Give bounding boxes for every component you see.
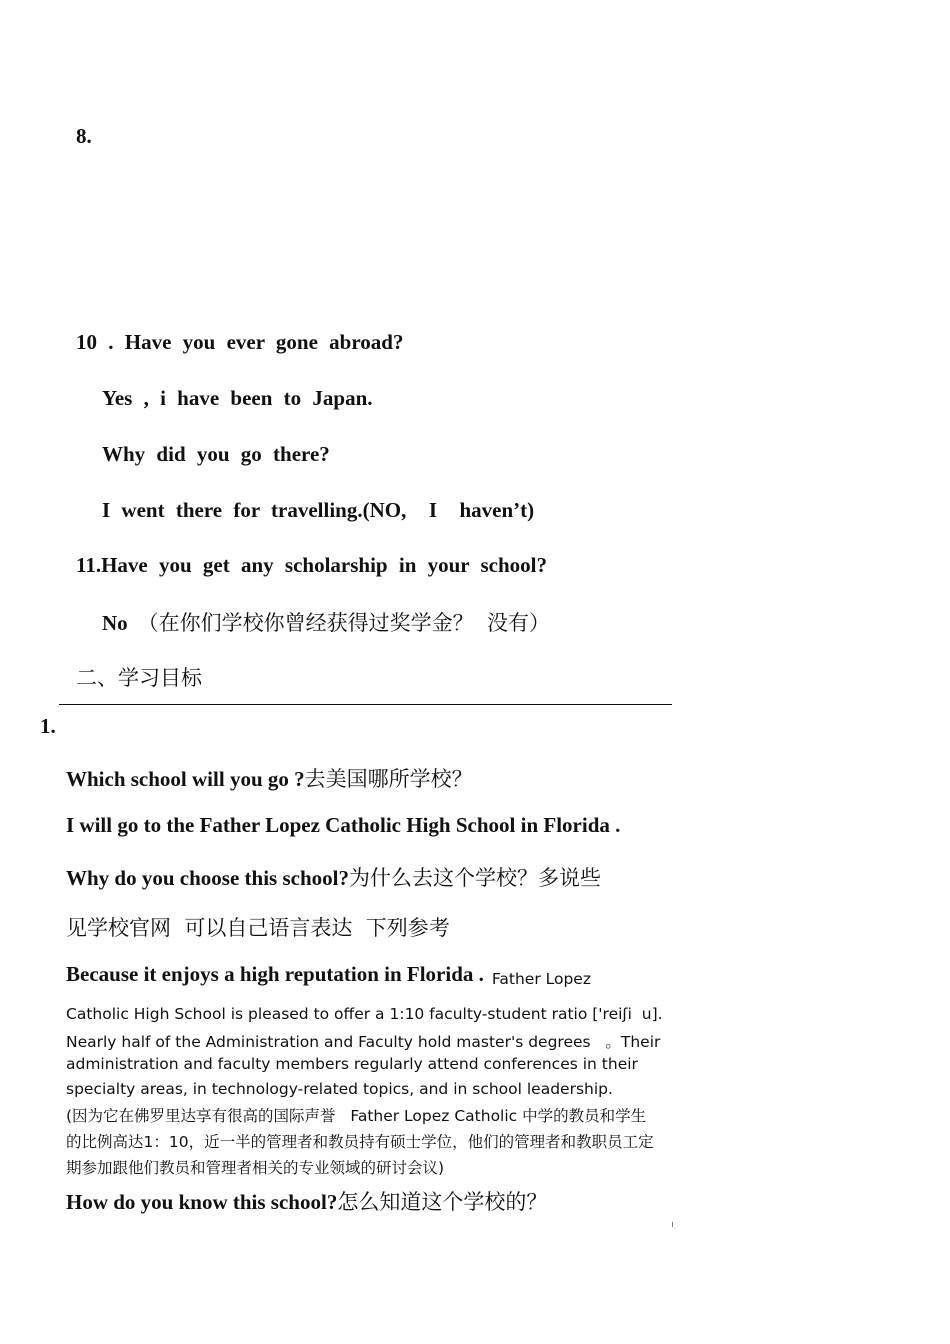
english-paragraph-line-1: Catholic High School is pleased to offer a 1:10 faculty-student ratio ['reiʃi u]. — [66, 1005, 663, 1023]
section-heading: 二、学习目标 — [76, 666, 202, 690]
answer-11-en: No — [102, 611, 128, 635]
chinese-paragraph-line-1: (因为它在佛罗里达享有很高的国际声誉 Father Lopez Catholic 中学的教员和学生 — [66, 1107, 647, 1125]
section-divider — [59, 704, 672, 705]
question-which-school-en: Which school will you go ? — [66, 767, 305, 791]
followup-answer-10: I went there for travelling.(NO, I haven’t) — [102, 498, 535, 522]
item-1-number: 1. — [40, 714, 56, 738]
question-how-know — [66, 1186, 547, 1216]
question-which-school-cn: 去美国哪所学校？ — [304, 767, 473, 791]
answer-10: Yes , i have been to Japan. — [102, 386, 373, 410]
question-why-school-en: Why do you choose this school? — [66, 866, 349, 890]
answer-which-school: I will go to the Father Lopez Catholic High School in Florida . — [66, 813, 621, 837]
question-how-know-en: How do you know this school? — [66, 1190, 338, 1214]
english-paragraph-line-3: administration and faculty members regularly attend conferences in their — [66, 1055, 638, 1073]
question-how-know-cn: 怎么知道这个学校的？ — [337, 1190, 548, 1214]
question-10: 10 . Have you ever gone abroad? — [76, 330, 404, 354]
question-why-school — [66, 862, 601, 892]
question-11: 11.Have you get any scholarship in your school? — [76, 553, 548, 577]
chinese-paragraph-line-2: 的比例高达1：10，近一半的管理者和教员持有硕士学位，他们的管理者和教职员工定 — [66, 1133, 654, 1151]
question-8-number: 8. — [76, 124, 92, 148]
answer-11 — [102, 607, 550, 637]
page-edge-mark — [672, 1222, 673, 1227]
because-text: Because it enjoys a high reputation in Florida . — [66, 962, 484, 986]
because-tail: Father Lopez — [491, 970, 591, 988]
question-which-school — [66, 763, 473, 793]
reference-note: 见学校官网 可以自己语言表达 下列参考 — [66, 916, 450, 940]
chinese-paragraph-line-3: 期参加跟他们教员和管理者相关的专业领域的研讨会议) — [66, 1159, 445, 1177]
answer-11-cn: （在你们学校你曾经获得过奖学金？ 没有） — [137, 611, 551, 635]
english-paragraph-line-2: Nearly half of the Administration and Faculty hold master's degrees 。Their — [66, 1033, 661, 1051]
followup-10: Why did you go there? — [102, 442, 330, 466]
because-line — [66, 962, 591, 987]
question-why-school-cn: 为什么去这个学校？多说些 — [348, 866, 601, 890]
english-paragraph-line-4: specialty areas, in technology-related topics, and in school leadership. — [66, 1080, 613, 1098]
